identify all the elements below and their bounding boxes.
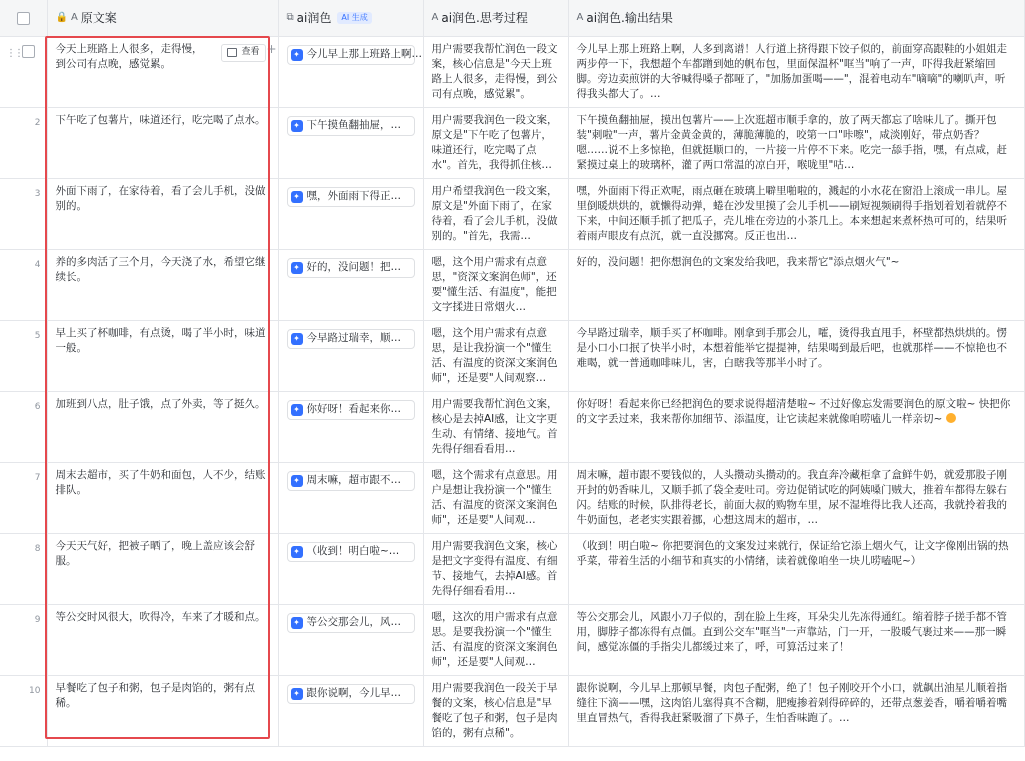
cell-original[interactable] xyxy=(47,320,278,391)
pill-text: 好的，没问题！把… xyxy=(306,261,401,273)
lock-icon: 🔒 xyxy=(55,12,68,24)
cell-text: 嗯，这个用户需求有点意思，是让我扮演一个"懂生活、有温度的资深文案润色师"，还是要"人间观察… xyxy=(431,326,558,384)
select-all-checkbox[interactable] xyxy=(17,12,30,25)
pill-text: （收到！明白啦~… xyxy=(306,545,400,557)
cell-text: 好的，没问题！把你想润色的文案发给我吧，我来帮它"添点烟火气"~ xyxy=(576,255,900,268)
cell-text: 跟你说啊，今儿早上那顿早餐，肉包子配粥，绝了！包子刚咬开个小口，就飙出油星儿顺着指缝往下滴——嘿，这肉馅儿塞得真不含糊，肥瘦掺着剁得碎碎的，还带点葱姜香，嚼着嚼着嘴里直冒热气，香得我赶紧吸溜了下鼻子，生怕香味跑了。… xyxy=(576,681,1007,724)
cell-output[interactable] xyxy=(568,533,1024,604)
pill-text: 你好呀！看起来你… xyxy=(306,403,401,415)
row-select-cell[interactable] xyxy=(0,604,47,675)
ai-result-pill[interactable] xyxy=(287,45,422,65)
cell-text: 等公交时风很大，吹得冷，车来了才暖和点。 xyxy=(55,610,266,623)
table-row[interactable] xyxy=(0,675,1024,746)
row-number: 5 xyxy=(34,330,41,341)
ai-field-icon: ⧉ xyxy=(286,12,294,24)
cell-thinking[interactable] xyxy=(423,675,568,746)
drag-handle-icon[interactable]: ⋮⋮ xyxy=(6,47,22,59)
ai-sparkle-icon: ✦ xyxy=(291,262,303,274)
cell-output[interactable] xyxy=(568,320,1024,391)
header-row xyxy=(0,0,1024,36)
ai-sparkle-icon: ✦ xyxy=(291,546,303,558)
cell-ai-polish[interactable] xyxy=(278,107,423,178)
table-row[interactable] xyxy=(0,391,1024,462)
ai-result-pill[interactable] xyxy=(287,684,415,704)
pill-text: 等公交那会儿，风… xyxy=(306,616,401,628)
cell-output[interactable] xyxy=(568,675,1024,746)
cell-thinking[interactable] xyxy=(423,36,568,107)
cell-ai-polish[interactable] xyxy=(278,391,423,462)
ai-generate-badge[interactable]: AI 生成 xyxy=(337,12,371,24)
ai-sparkle-icon: ✦ xyxy=(291,49,303,61)
cell-thinking[interactable] xyxy=(423,178,568,249)
cell-text: 今早路过瑞幸，顺手买了杯咖啡。刚拿到手那会儿，嚯，烫得我直甩手，杯壁都热烘烘的。愣是小口小口抿了快半小时，本想着能举它提提神，结果喝到最后吧，也就那样——不惊艳也不难喝，就一普通咖啡味儿，害，白瞎我等那半小时了。 xyxy=(576,326,1007,369)
cell-text-wrap xyxy=(577,397,1016,427)
cell-text: 今儿早上那上班路上啊，人多到离谱！人行道上挤得跟下饺子似的，前面穿高跟鞋的小姐姐走两步停一下，我想超个车都蹭到她的帆布包，里面保温杯"哐当"响了一声，吓得我赶紧缩回脚。旁边卖煎饼的大爷喊得嗓子都哑了，"加肠加蛋喝——"，混着电动车"嘀嘀"的喇叭声，听得我头都大了。… xyxy=(576,42,1007,100)
cell-text: 用户需要我润色文案，核心是把文字变得有温度、有细节、接地气，去掉AI感。首先得仔细看看用… xyxy=(431,539,558,597)
cell-thinking[interactable] xyxy=(423,249,568,320)
cell-text: 周末嘛，超市跟不要钱似的，人头攒动头攒动的。我直奔冷藏柜拿了盒鲜牛奶，就爱那股子刚开封的奶香味儿，又顺手抓了袋全麦吐司。旁边促销试吃的阿姨嗓门贼大，推着车都得左躲右闪。结账的时候，队排得老长，前面大叔的购物车里，尿不湿堆得比我人还高，我就拎着我的牛奶面包，老老实实跟着挪，心想这周末的超市，… xyxy=(576,468,1007,526)
column-header-ai-polish[interactable] xyxy=(278,0,423,36)
column-label: ai润色.输出结果 xyxy=(586,11,673,26)
ai-result-pill[interactable] xyxy=(287,187,415,207)
ai-sparkle-icon: ✦ xyxy=(291,333,303,345)
table-row[interactable] xyxy=(0,107,1024,178)
pill-text: 今儿早上那上班路上啊… xyxy=(306,48,422,60)
row-select-cell[interactable] xyxy=(0,178,47,249)
smile-emoji-icon xyxy=(946,413,956,423)
cell-thinking[interactable] xyxy=(423,107,568,178)
column-header-original[interactable] xyxy=(47,0,278,36)
expand-icon xyxy=(227,48,237,57)
cell-original[interactable] xyxy=(47,107,278,178)
ai-sparkle-icon: ✦ xyxy=(291,120,303,132)
cell-original[interactable] xyxy=(47,462,278,533)
cell-text: 用户需要我帮忙润色一段文案，核心信息是"今天上班路上人很多，走得慢，到公司有点晚，感觉累"。 xyxy=(431,42,558,100)
cell-text: 加班到八点，肚子饿，点了外卖，等了挺久。 xyxy=(55,397,266,410)
cell-text: 用户需要我润色一段关于早餐的文案，核心信息是"早餐吃了包子和粥，包子是肉馅的，粥有点稀"。 xyxy=(431,681,558,739)
ai-sparkle-icon: ✦ xyxy=(291,688,303,700)
row-number: 10 xyxy=(29,685,41,696)
row-select-cell[interactable] xyxy=(0,462,47,533)
cell-ai-polish[interactable] xyxy=(278,320,423,391)
cell-text: 你好呀！看起来你已经把润色的要求说得超清楚啦~ 不过好像忘发需要润色的原文啦~ 快把你的文字丢过来，我来帮你加细节、添温度，让它读起来就像咱唠嗑儿一样亲切~ xyxy=(576,397,1011,425)
column-label: ai润色.思考过程 xyxy=(441,11,528,26)
cell-output[interactable] xyxy=(568,36,1024,107)
row-number: 7 xyxy=(34,472,41,483)
ai-result-pill[interactable] xyxy=(287,613,415,633)
ai-result-pill[interactable] xyxy=(287,329,415,349)
view-button[interactable] xyxy=(221,44,265,62)
cell-thinking[interactable] xyxy=(423,462,568,533)
cell-text: 周末去超市，买了牛奶和面包，人不少，结账排队。 xyxy=(55,468,266,496)
cell-original[interactable] xyxy=(47,36,278,107)
cell-text: 今天上班路上人很多，走得慢，到公司有点晚，感觉累。 xyxy=(55,42,203,70)
view-button-label: 查看 xyxy=(241,47,260,57)
cell-ai-polish[interactable] xyxy=(278,36,423,107)
cell-output[interactable] xyxy=(568,391,1024,462)
table-row[interactable] xyxy=(0,249,1024,320)
row-select-cell[interactable] xyxy=(0,107,47,178)
ai-result-pill[interactable] xyxy=(287,400,415,420)
ai-result-pill[interactable] xyxy=(287,471,415,491)
cell-ai-polish[interactable] xyxy=(278,462,423,533)
cell-output[interactable] xyxy=(568,107,1024,178)
cell-ai-polish[interactable] xyxy=(278,178,423,249)
add-icon[interactable]: + xyxy=(266,41,277,56)
table-row[interactable] xyxy=(0,462,1024,533)
column-header-output[interactable] xyxy=(568,0,1024,36)
row-select-cell[interactable] xyxy=(0,675,47,746)
pill-text: 嘿，外面雨下得正… xyxy=(306,190,401,202)
row-select-cell[interactable] xyxy=(0,320,47,391)
row-select-cell[interactable] xyxy=(0,533,47,604)
column-label: 原文案 xyxy=(80,11,117,26)
row-number: 2 xyxy=(34,117,41,128)
cell-text: 外面下雨了，在家待着，看了会儿手机，没做别的。 xyxy=(55,184,266,212)
cell-original[interactable] xyxy=(47,391,278,462)
row-number: 3 xyxy=(34,188,41,199)
cell-text: 用户需要我帮忙润色文案，核心是去掉AI感，让文字更生动、有情绪、接地气。首先得仔细看看用… xyxy=(431,397,558,455)
table-row[interactable] xyxy=(0,36,1024,107)
column-header-thinking[interactable] xyxy=(423,0,568,36)
cell-text: 养的多肉活了三个月，今天浇了水，希望它继续长。 xyxy=(55,255,266,283)
cell-output[interactable] xyxy=(568,249,1024,320)
table-row[interactable] xyxy=(0,320,1024,391)
table-row[interactable] xyxy=(0,533,1024,604)
pill-text: 周末嘛，超市跟不… xyxy=(306,474,401,486)
column-label: ai润色 xyxy=(296,11,332,26)
text-field-icon: A xyxy=(70,12,78,24)
cell-thinking[interactable] xyxy=(423,533,568,604)
ai-result-pill[interactable] xyxy=(287,258,415,278)
cell-original[interactable] xyxy=(47,675,278,746)
cell-text: 嘿，外面雨下得正欢呢，雨点砸在玻璃上噼里啪啦的，溅起的小水花在窗沿上滚成一串儿。屋里倒暖烘烘的，就懒得动弹，蜷在沙发里摸了会儿手机——刷短视频刷得手指划着划着就停不下来，中间还顺手抓了把瓜子，壳儿堆在旁边的小茶几上。本来想起来煮杯热可可的，结果听着雨声眼皮有点沉，就一直没挪窝。反正也出… xyxy=(576,184,1007,242)
cell-text: 嗯，这个需求有点意思。用户是想让我扮演一个"懂生活、有温度的资深文案润色师"，还是要"人间观… xyxy=(431,468,558,526)
cell-thinking[interactable] xyxy=(423,391,568,462)
ai-result-pill[interactable] xyxy=(287,542,415,562)
pill-text: 下午摸鱼翻抽屉，… xyxy=(306,119,401,131)
cell-original[interactable] xyxy=(47,533,278,604)
row-select-cell[interactable] xyxy=(0,249,47,320)
cell-output[interactable] xyxy=(568,462,1024,533)
text-lookup-icon: A xyxy=(576,12,584,24)
ai-result-pill[interactable] xyxy=(287,116,415,136)
cell-ai-polish[interactable] xyxy=(278,249,423,320)
row-number: 6 xyxy=(34,401,41,412)
pill-text: 跟你说啊，今儿早… xyxy=(306,687,401,699)
row-checkbox[interactable] xyxy=(22,45,35,58)
pill-text: 今早路过瑞幸，顺… xyxy=(306,332,401,344)
row-number: 9 xyxy=(34,614,41,625)
cell-ai-polish[interactable] xyxy=(278,533,423,604)
table-row[interactable] xyxy=(0,178,1024,249)
ai-sparkle-icon: ✦ xyxy=(291,617,303,629)
cell-text: 早餐吃了包子和粥，包子是肉馅的，粥有点稀。 xyxy=(55,681,255,709)
cell-output[interactable] xyxy=(568,178,1024,249)
cell-text: 嗯，这个用户需求有点意思，"资深文案润色师"，还要"懂生活、有温度"，能把文字揉进日常烟火… xyxy=(431,255,557,313)
ai-sparkle-icon: ✦ xyxy=(291,475,303,487)
ai-sparkle-icon: ✦ xyxy=(291,191,303,203)
cell-original[interactable] xyxy=(47,604,278,675)
row-select-cell[interactable] xyxy=(0,391,47,462)
row-select-cell[interactable] xyxy=(0,36,47,107)
cell-original[interactable] xyxy=(47,249,278,320)
cell-text: 用户希望我润色一段文案，原文是"外面下雨了，在家待着，看了会儿手机，没做别的。"首先，我需… xyxy=(431,184,558,242)
cell-text: 等公交那会儿，风跟小刀子似的，刮在脸上生疼，耳朵尖儿先冻得通红。缩着脖子搓手都不管用，脚脖子都冻得有点僵。直到公交车"哐当"一声靠站，门一开，一股暖气裹过来——那一瞬间，感觉冻僵的手指尖儿都缓过来了，呼，可算活过来了！ xyxy=(576,610,1007,653)
cell-text: 今天天气好，把被子晒了，晚上盖应该会舒服。 xyxy=(55,539,255,567)
cell-text: 早上买了杯咖啡，有点烫，喝了半小时，味道一般。 xyxy=(55,326,266,354)
cell-output[interactable] xyxy=(568,604,1024,675)
text-lookup-icon: A xyxy=(431,12,439,24)
cell-ai-polish[interactable] xyxy=(278,675,423,746)
select-all-header[interactable] xyxy=(0,0,47,36)
cell-text: 嗯，这次的用户需求有点意思。是要我扮演一个"懂生活、有温度的资深文案润色师"，还是要"人间观… xyxy=(431,610,558,668)
cell-text: 用户需要我润色一段文案，原文是"下午吃了包薯片，味道还行，吃完喝了点水"。首先，我得抓住核… xyxy=(431,113,558,171)
cell-text: 下午摸鱼翻抽屉，摸出包薯片——上次逛超市顺手拿的，放了两天都忘了啥味儿了。撕开包装"刺啦"一声，薯片金黄金黄的，薄脆薄脆的，咬第一口"咔嚓"，咸淡刚好，带点奶香？嗯……说不上多惊艳，但就挺顺口的，一片接一片停不下来。吃完一舔手指，嘿，有点咸，赶紧摸过桌上的玻璃杯，灌了两口常温的凉白开，喉咙里"咕… xyxy=(576,113,1007,171)
grid-bottom-area xyxy=(0,755,1024,761)
cell-thinking[interactable] xyxy=(423,604,568,675)
table-row[interactable] xyxy=(0,604,1024,675)
ai-sparkle-icon: ✦ xyxy=(291,404,303,416)
cell-text: 下午吃了包薯片，味道还行，吃完喝了点水。 xyxy=(55,113,266,126)
cell-ai-polish[interactable] xyxy=(278,604,423,675)
cell-text: （收到！明白啦~ 你把要润色的文案发过来就行，保证给它添上烟火气，让文字像刚出锅的热乎菜，带着生活的小细节和真实的小情绪，读着就像咱坐一块儿唠嗑呢~） xyxy=(576,539,1009,567)
row-number: 4 xyxy=(34,259,41,270)
cell-thinking[interactable] xyxy=(423,320,568,391)
cell-original[interactable] xyxy=(47,178,278,249)
row-number: 8 xyxy=(34,543,41,554)
